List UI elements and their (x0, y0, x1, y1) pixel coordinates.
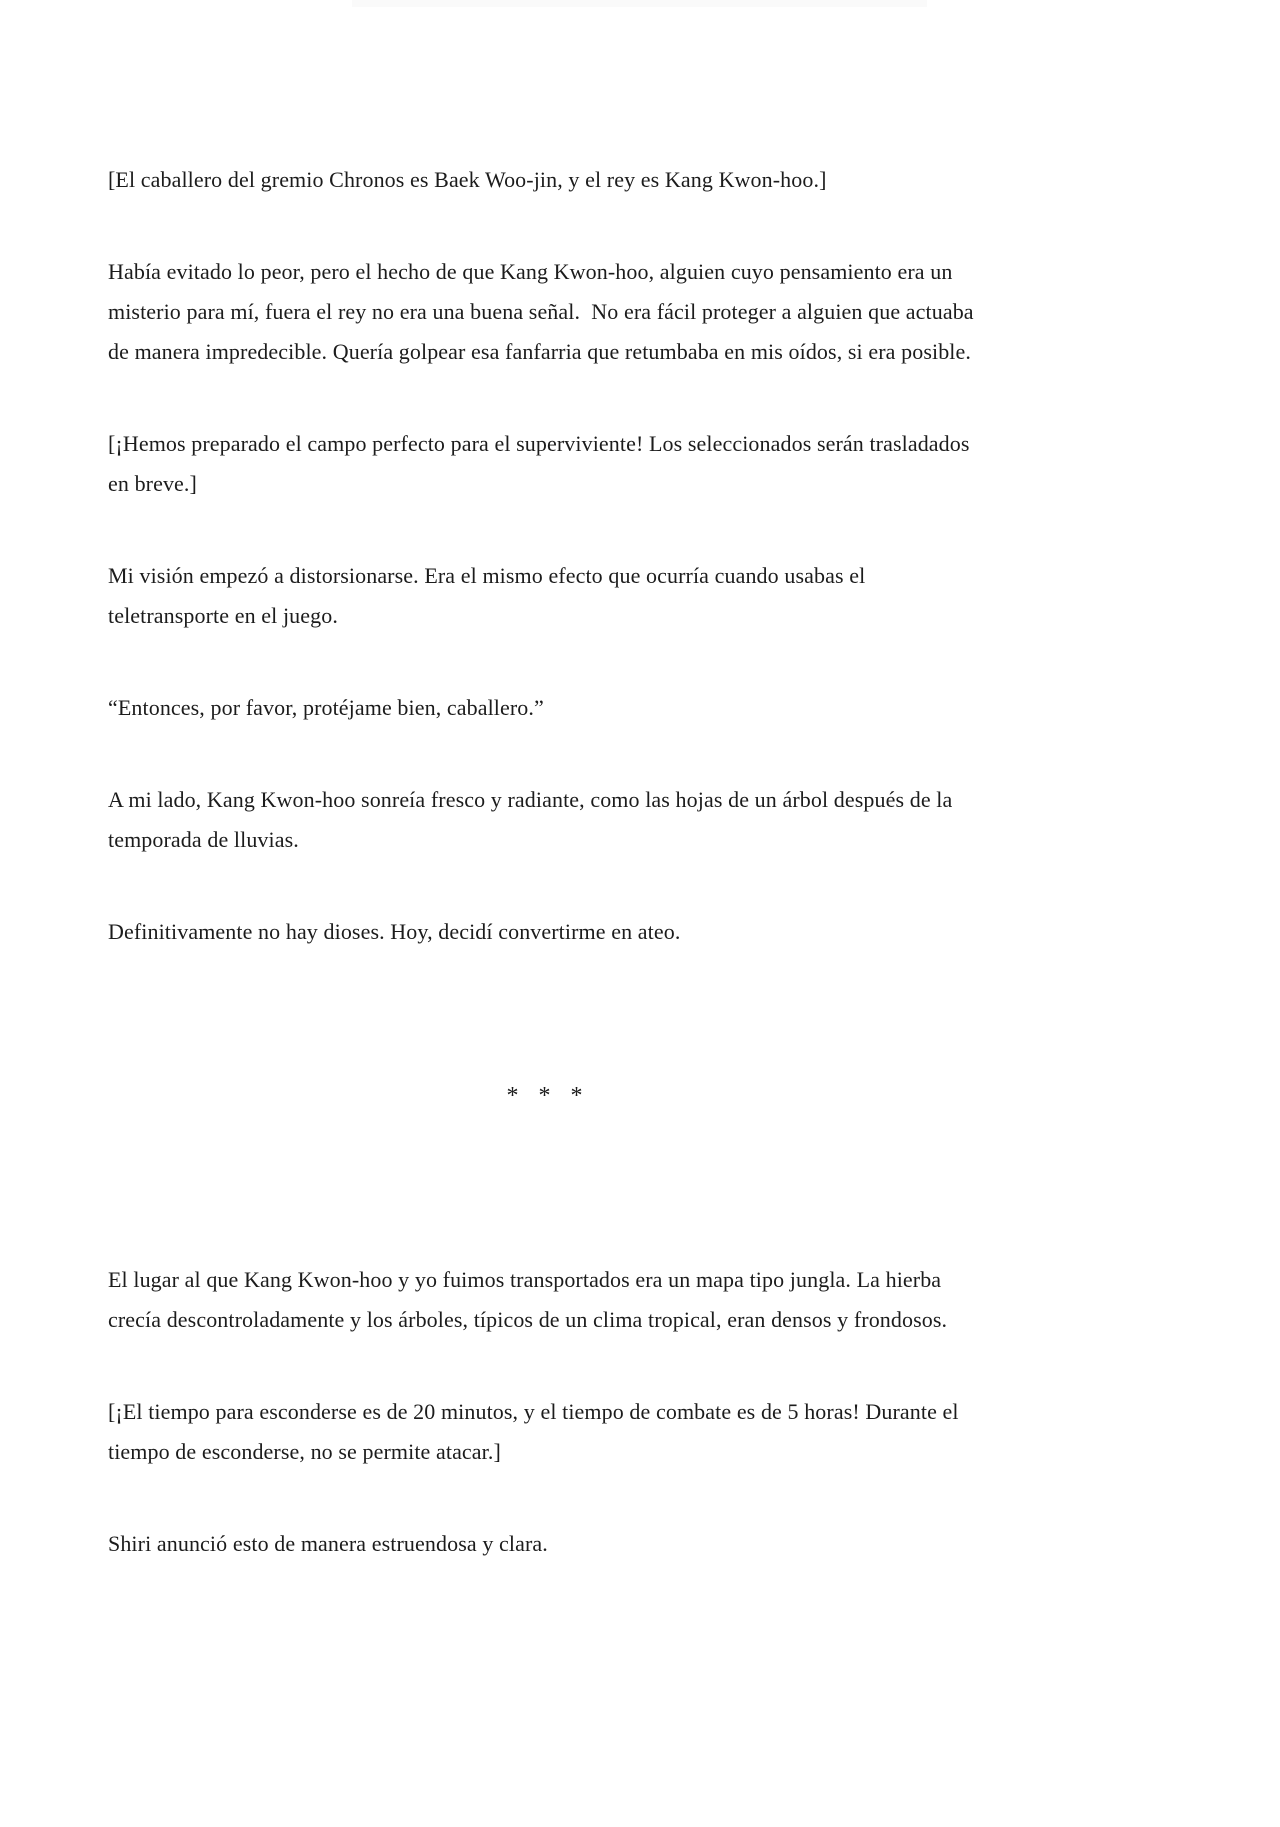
paragraph-7: Definitivamente no hay dioses. Hoy, decidí convertirme en ateo. (108, 919, 681, 944)
paragraph-9: [¡El tiempo para esconderse es de 20 minutos, y el tiempo de combate es de 5 horas! Durante el tiempo de esconderse, no se permite atacar.] (108, 1399, 965, 1464)
paragraph-2: Había evitado lo peor, pero el hecho de que Kang Kwon-hoo, alguien cuyo pensamiento era un misterio para mí, fuera el rey no era una buena señal. No era fácil proteger a alguien que actuaba de manera impredecible. Quería golpear esa fanfarria que retumbaba en mis oídos, si era posible. (108, 259, 980, 364)
paragraph-1: [El caballero del gremio Chronos es Baek Woo-jin, y el rey es Kang Kwon-hoo.] (108, 167, 827, 192)
paragraph-10: Shiri anunció esto de manera estruendosa y clara. (108, 1531, 548, 1556)
paragraph-4: Mi visión empezó a distorsionarse. Era el mismo efecto que ocurría cuando usabas el teletransporte en el juego. (108, 563, 871, 628)
paragraph-8: El lugar al que Kang Kwon-hoo y yo fuimos transportados era un mapa tipo jungla. La hierba crecía descontroladamente y los árboles, típicos de un clima tropical, eran densos y frondosos. (108, 1267, 948, 1332)
page-top-strip (352, 0, 927, 7)
book-text-column (108, 160, 988, 1616)
paragraph-6: A mi lado, Kang Kwon-hoo sonreía fresco y radiante, como las hojas de un árbol después de la temporada de lluvias. (108, 787, 958, 852)
paragraph-3: [¡Hemos preparado el campo perfecto para el superviviente! Los seleccionados serán trasladados en breve.] (108, 431, 976, 496)
paragraph-5: “Entonces, por favor, protéjame bien, caballero.” (108, 695, 544, 720)
scene-break-separator: * * * (506, 1083, 590, 1109)
